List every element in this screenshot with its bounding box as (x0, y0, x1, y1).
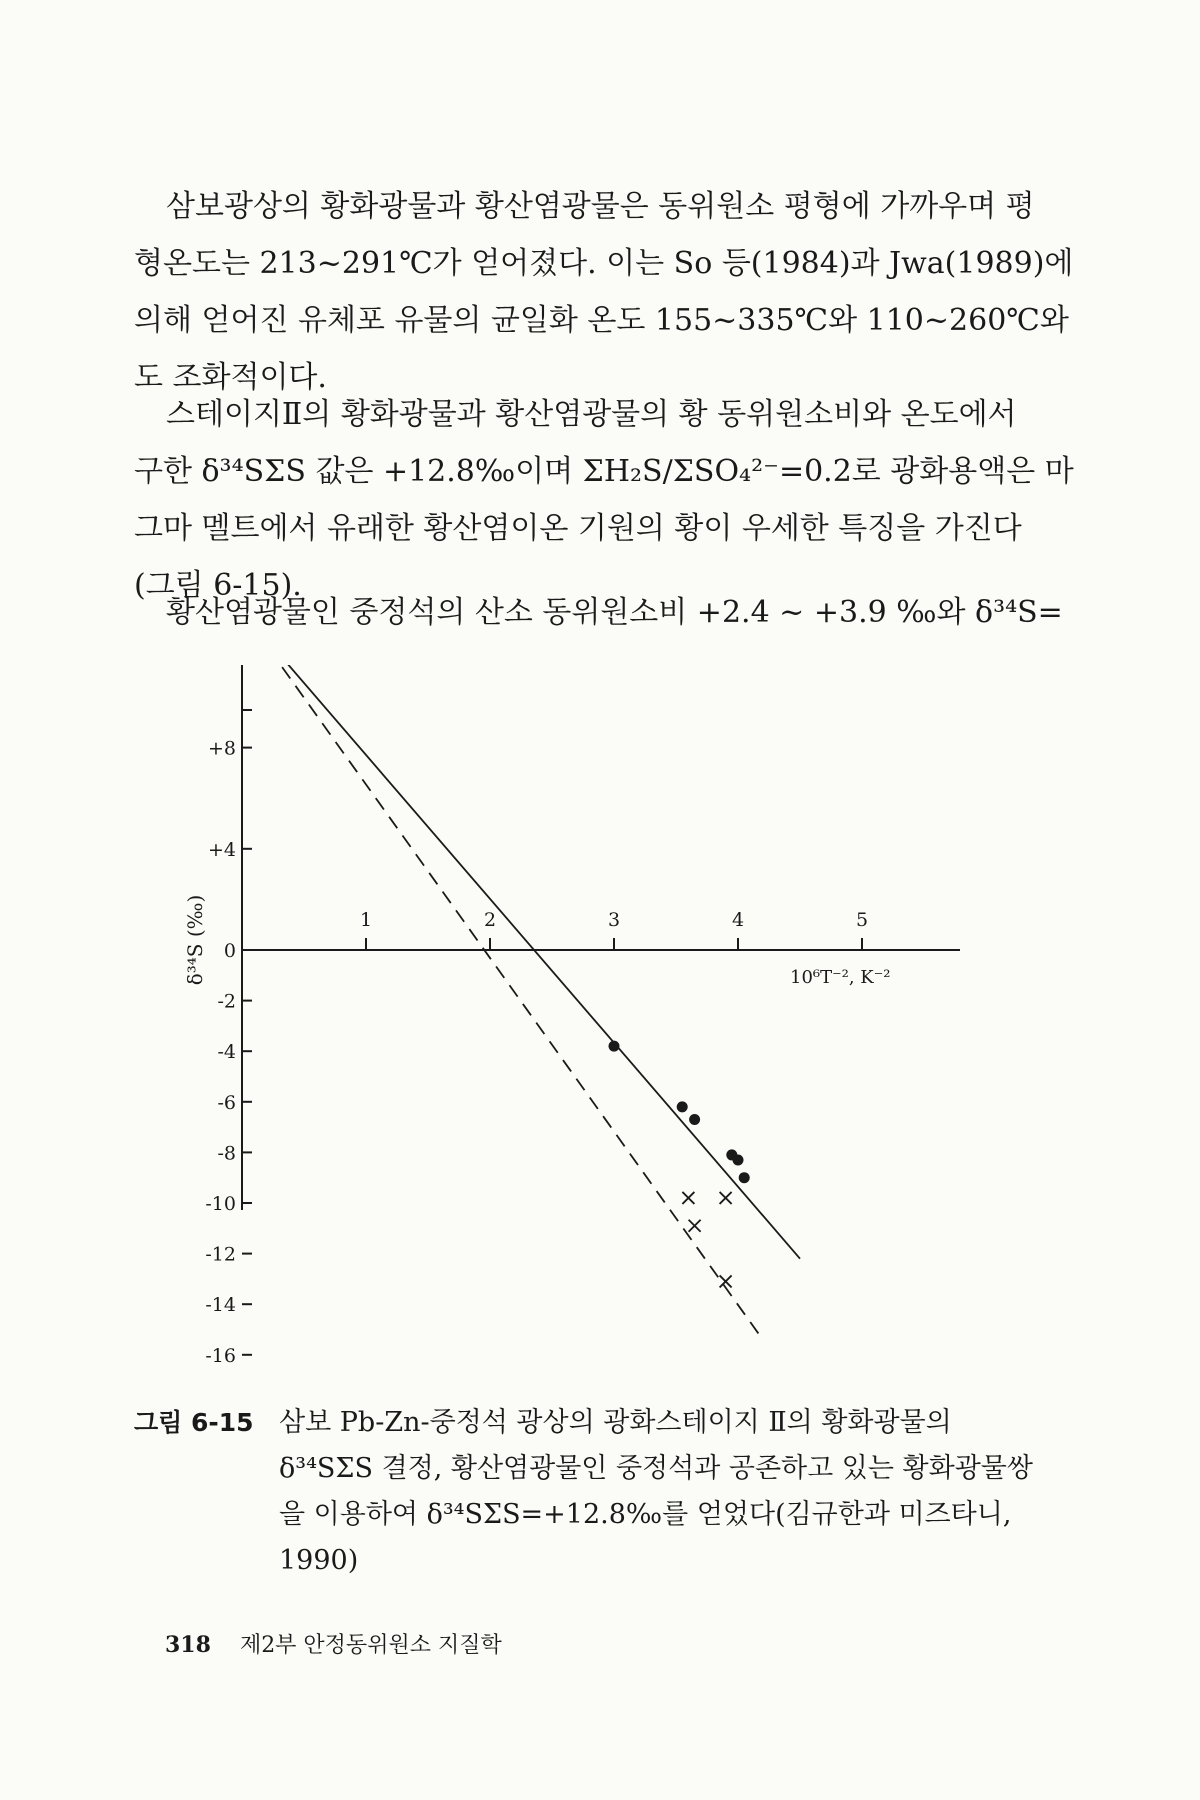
y-tick-label: -14 (205, 1294, 236, 1317)
y-tick-label: -10 (205, 1193, 236, 1215)
sulfate-point (677, 1101, 688, 1112)
paragraph-3 (134, 584, 1063, 641)
text-line: 스테이지Ⅱ의 황화광물과 황산염광물의 황 동위원소비와 온도에서 (166, 397, 1017, 432)
isotope-chart (150, 665, 990, 1365)
y-tick-label: -16 (205, 1344, 236, 1365)
x-tick-label: 1 (359, 909, 373, 931)
text-line: 황산염광물인 중정석의 산소 동위원소비 +2.4 ~ +3.9 ‰와 δ³⁴S= (166, 595, 1063, 630)
barite-cross-point (720, 1192, 732, 1204)
text-line: 구한 δ³⁴SΣS 값은 +12.8‰이며 ΣH₂S/ΣSO₄²⁻=0.2로 광화용액은 마 (134, 454, 1074, 489)
caption-line: 을 이용하여 δ³⁴SΣS=+12.8‰를 얻었다(김규한과 미즈타니, (279, 1499, 1012, 1530)
y-tick-label: -12 (205, 1243, 236, 1266)
y-tick-label: -2 (217, 990, 236, 1013)
x-tick-label: 5 (855, 909, 869, 931)
x-tick-label: 3 (607, 909, 621, 931)
page-footer (165, 1628, 502, 1659)
y-axis-label: δ³⁴S (‰) (183, 894, 207, 986)
x-axis-label: 10⁶T⁻², K⁻² (790, 967, 891, 988)
caption-line: δ³⁴SΣS 결정, 황산염광물인 중정석과 공존하고 있는 황화광물쌍 (279, 1453, 1033, 1484)
caption-label: 그림 6-15 (134, 1408, 254, 1437)
y-tick-label: 0 (223, 940, 236, 962)
caption-line: 삼보 Pb-Zn-중정석 광상의 광화스테이지 Ⅱ의 황화광물의 (279, 1407, 952, 1438)
section-title: 제2부 안정동위원소 지질학 (239, 1633, 502, 1658)
sulfate-point (609, 1041, 620, 1052)
sulfate-point (733, 1154, 744, 1165)
dashed-trend-line (242, 665, 763, 1340)
solid-trend-line (242, 665, 800, 1259)
y-tick-label: -8 (217, 1142, 236, 1165)
page-number: 318 (165, 1632, 211, 1658)
text-line: 삼보광상의 황화광물과 황산염광물은 동위원소 평형에 가까우며 평 (166, 189, 1035, 224)
text-line: 도 조화적이다. (134, 360, 327, 395)
x-tick-label: 2 (483, 909, 497, 931)
x-tick-label: 4 (731, 909, 745, 931)
text-line: 그마 멜트에서 유래한 황산염이온 기원의 황이 우세한 특징을 가진다 (134, 511, 1022, 546)
y-tick-label: -6 (217, 1091, 236, 1114)
y-tick-label: +8 (207, 737, 236, 760)
paragraph-2 (134, 386, 1074, 614)
text-line: (그림 6-15). (134, 568, 302, 603)
sulfate-point (739, 1172, 750, 1183)
barite-cross-point (682, 1192, 694, 1204)
chart-layer (183, 665, 960, 1365)
text-line: 의해 얻어진 유체포 유물의 균일화 온도 155~335℃와 110~260℃와 (134, 303, 1069, 338)
sulfate-point (689, 1114, 700, 1125)
barite-cross-point (720, 1275, 732, 1287)
paragraph-1 (134, 178, 1074, 406)
y-tick-label: -4 (217, 1041, 236, 1064)
figure-caption (134, 1400, 1033, 1584)
y-tick-label: +4 (207, 838, 236, 861)
text-line: 형온도는 213~291℃가 얻어졌다. 이는 So 등(1984)과 Jwa(1989)에 (134, 246, 1074, 281)
barite-cross-point (689, 1220, 701, 1232)
caption-line: 1990) (279, 1545, 359, 1576)
